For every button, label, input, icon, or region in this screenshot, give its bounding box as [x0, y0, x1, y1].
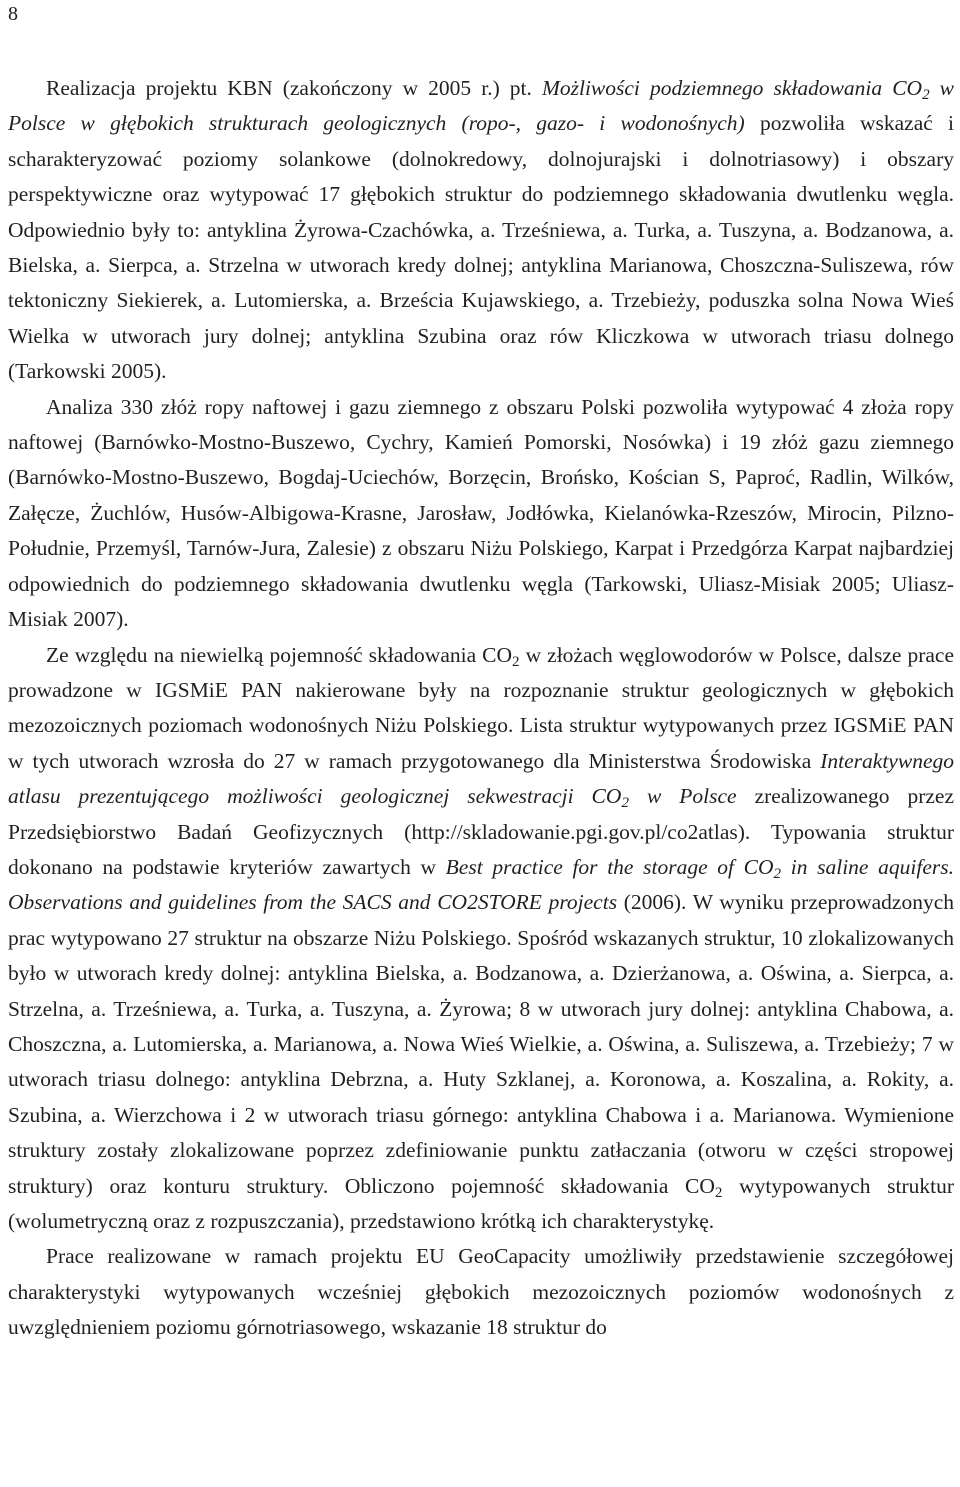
- text-segment: 2: [714, 1184, 723, 1201]
- text-segment: 2: [922, 86, 930, 103]
- paragraph-p4: [8, 1239, 954, 1345]
- text-segment: wytypowanych struktur (wolumetryczną oraz z rozpuszczania), przedstawiono krótką ich charakterystykę.: [8, 1173, 955, 1233]
- text-segment: in saline aquifers. Observations and guidelines from the SACS and CO2STORE projects: [8, 854, 954, 915]
- paragraph-p1: [8, 71, 954, 390]
- text-segment: w złożach węglowodorów w Polsce, dalsze prace prowadzone w IGSMiE PAN nakierowane były na rozpoznanie struktur geologicznych w głębokich mezozoicznych poziomach wodonośnych Niżu Polskiego. Lista struktur wytypowanych przez IGSMiE PAN w tych utworach wzrosła do 27 w ramach przygotowanego dla Ministerstwa Środowiska: [8, 642, 954, 773]
- document-body: [8, 71, 954, 1346]
- text-segment: Interaktywnego atlasu prezentującego możliwości geologicznej sekwestracji CO: [8, 748, 954, 809]
- text-segment: Best practice for the storage of CO: [445, 854, 774, 879]
- text-segment: Prace realizowane w ramach projektu EU GeoCapacity umożliwiły przedstawienie szczegółowej charakterystyki wytypowanych wcześniej głębokich mezozoicznych poziomów wodonośnych z uwzględnieniem poziomu górnotriasowego, wskazanie 18 struktur do: [8, 1244, 954, 1340]
- text-segment: Analiza 330 złóż ropy naftowej i gazu ziemnego z obszaru Polski pozwoliła wytypować 4 złoża ropy naftowej (Barnówko-Mostno-Buszewo, Cychry, Kamień Pomorski, Nosówka) i 19 złóż gazu ziemnego (Barnówko-Mostno-Buszewo, Bogdaj-Uciechów, Borzęcin, Brońsko, Kościan S, Paproć, Radlin, Wilków, Załęcze, Żuchlów, Husów-Albigowa-Krasne, Jarosław, Jodłówka, Kielanówka-Rzeszów, Mirocin, Pilzno-Południe, Przemyśl, Tarnów-Jura, Zalesie) z obszaru Niżu Polskiego, Karpat i Przedgórza Karpat najbardziej odpowiednich do podziemnego składowania dwutlenku węgla (Tarkowski, Uliasz-Misiak 2005; Uliasz-Misiak 2007).: [8, 394, 954, 632]
- text-segment: w Polsce: [628, 784, 737, 809]
- text-segment: Realizacja projektu KBN (zakończony w 2005 r.) pt.: [46, 76, 542, 100]
- text-segment: 2: [773, 865, 782, 882]
- text-segment: (2006). W wyniku przeprowadzonych prac wytypowano 27 struktur na obszarze Niżu Polskiego. Spośród wskazanych struktur, 10 zlokalizowanych było w utworach kredy dolnej: antyklina Bielska, a. Bodzanowa, a. Dzierżanowa, a. Oświna, a. Sierpca, a. Strzelna, a. Trześniewa, a. Turka, a. Tuszyna, a. Żyrowa; 8 w utworach jury dolnej: antyklina Chabowa, a. Choszczna, a. Lutomierska, a. Marianowa, a. Nowa Wieś Wielkie, a. Oświna, a. Suliszewa, a. Trzebieży; 7 w utworach triasu dolnego: antyklina Debrzna, a. Huty Szklanej, a. Koronowa, a. Koszalina, a. Rokity, a. Szubina, a. Wierzchowa i 2 w utworach triasu górnego: antyklina Chabowa i a. Marianowa. Wymienione struktury zostały zlokalizowane poprzez zdefiniowanie punktu zatłaczania (otworu w części stropowej struktury) oraz konturu struktury. Obliczono pojemność składowania CO: [8, 890, 954, 1198]
- text-segment: 2: [621, 794, 629, 811]
- text-segment: pozwoliła wskazać i scharakteryzować poziomy solankowe (dolnokredowy, dolnojurajski i dolnotriasowy) i obszary perspektywiczne oraz wytypować 17 głębokich struktur do podziemnego składowania dwutlenku węgla. Odpowiednio były to: antyklina Żyrowa-Czachówka, a. Trześniewa, a. Turka, a. Tuszyna, a. Bodzanowa, a. Bielska, a. Sierpca, a. Strzelna w utworach kredy dolnej; antyklina Marianowa, Choszczna-Suliszewa, rów tektoniczny Siekierek, a. Lutomierska, a. Brześcia Kujawskiego, a. Trzebieży, poduszka solna Nowa Wieś Wielka w utworach jury dolnej; antyklina Szubina oraz rów Kliczkowa w utworach triasu dolnego (Tarkowski 2005).: [8, 111, 955, 384]
- paragraph-p2: [8, 390, 954, 638]
- text-segment: w Polsce w głębokich strukturach geologicznych (ropo-, gazo- i wodonośnych): [8, 76, 955, 136]
- text-segment: Możliwości podziemnego składowania CO: [541, 76, 923, 100]
- text-segment: zrealizowanego przez Przedsiębiorstwo Badań Geofizycznych (http://skladowanie.pgi.gov.pl/co2atlas). Typowania struktur dokonano na podstawie kryteriów zawartych w: [8, 784, 954, 879]
- text-segment: Ze względu na niewielką pojemność składowania CO: [46, 642, 513, 667]
- paragraph-p3: [8, 638, 954, 1240]
- text-segment: 2: [512, 653, 520, 670]
- page-number: 8: [8, 3, 18, 25]
